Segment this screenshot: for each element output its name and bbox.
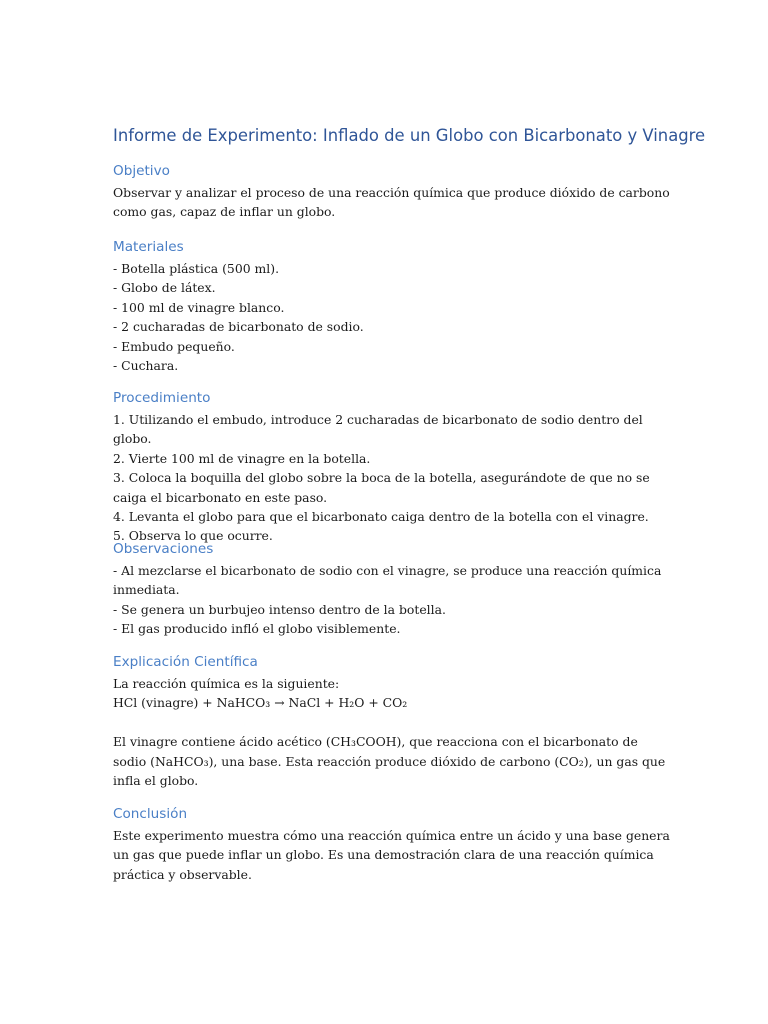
document-title: Informe de Experimento: Inflado de un Globo con Bicarbonato y Vinagre bbox=[113, 126, 706, 145]
list-item: - Globo de látex. bbox=[113, 280, 216, 296]
list-item: - Se genera un burbujeo intenso dentro de la botella. bbox=[113, 601, 446, 617]
conclusion-text: Este experimento muestra cómo una reacción química entre un ácido y una base genera un gas que puede inflar un globo. Es una demostración clara de una reacción química práctica y observable. bbox=[113, 828, 670, 882]
explicacion-body bbox=[113, 674, 673, 790]
list-item: 5. Observa lo que ocurre. bbox=[113, 528, 273, 544]
list-item: 3. Coloca la boquilla del globo sobre la boca de la botella, asegurándote de que no se caiga el bicarbonato en este paso. bbox=[113, 470, 650, 505]
section-heading-materiales: Materiales bbox=[113, 239, 184, 255]
list-item: - 2 cucharadas de bicarbonato de sodio. bbox=[113, 319, 364, 335]
list-item: - Cuchara. bbox=[113, 358, 179, 374]
section-observaciones bbox=[113, 539, 673, 639]
list-item: 1. Utilizando el embudo, introduce 2 cucharadas de bicarbonato de sodio dentro del globo. bbox=[113, 412, 643, 447]
list-item: - Al mezclarse el bicarbonato de sodio con el vinagre, se produce una reacción química inmediata. bbox=[113, 563, 662, 598]
list-item: 4. Levanta el globo para que el bicarbonato caiga dentro de la botella con el vinagre. bbox=[113, 509, 649, 525]
list-item: - Botella plástica (500 ml). bbox=[113, 261, 280, 276]
observaciones-list bbox=[113, 561, 673, 639]
section-conclusion bbox=[113, 804, 673, 884]
paragraph-gap bbox=[113, 713, 673, 732]
procedimiento-list bbox=[113, 410, 673, 546]
chemical-equation: HCl (vinagre) + NaHCO₃ → NaCl + H₂O + CO₂ bbox=[113, 695, 408, 711]
list-item: 2. Vierte 100 ml de vinagre en la botella. bbox=[113, 450, 371, 466]
objetivo-text: Observar y analizar el proceso de una reacción química que produce dióxido de carbono como gas, capaz de inflar un globo. bbox=[113, 185, 670, 220]
section-heading-observaciones: Observaciones bbox=[113, 541, 214, 557]
section-explicacion bbox=[113, 652, 673, 790]
section-procedimiento bbox=[113, 388, 673, 546]
section-materiales bbox=[113, 237, 673, 375]
section-heading-explicacion: Explicación Científica bbox=[113, 654, 258, 670]
section-heading-conclusion: Conclusión bbox=[113, 806, 188, 822]
list-item: - Embudo pequeño. bbox=[113, 338, 235, 354]
section-heading-procedimiento: Procedimiento bbox=[113, 390, 211, 406]
section-objetivo bbox=[113, 161, 673, 222]
list-item: - 100 ml de vinagre blanco. bbox=[113, 299, 285, 315]
section-heading-objetivo: Objetivo bbox=[113, 163, 170, 179]
explicacion-text: El vinagre contiene ácido acético (CH₃COOH), que reacciona con el bicarbonato de sodio (NaHCO₃), una base. Esta reacción produce dióxido de carbono (CO₂), un gas que infla el globo. bbox=[113, 734, 666, 789]
explicacion-intro: La reacción química es la siguiente: bbox=[113, 676, 340, 691]
materiales-list bbox=[113, 259, 673, 375]
list-item: - El gas producido infló el globo visiblemente. bbox=[113, 621, 401, 637]
